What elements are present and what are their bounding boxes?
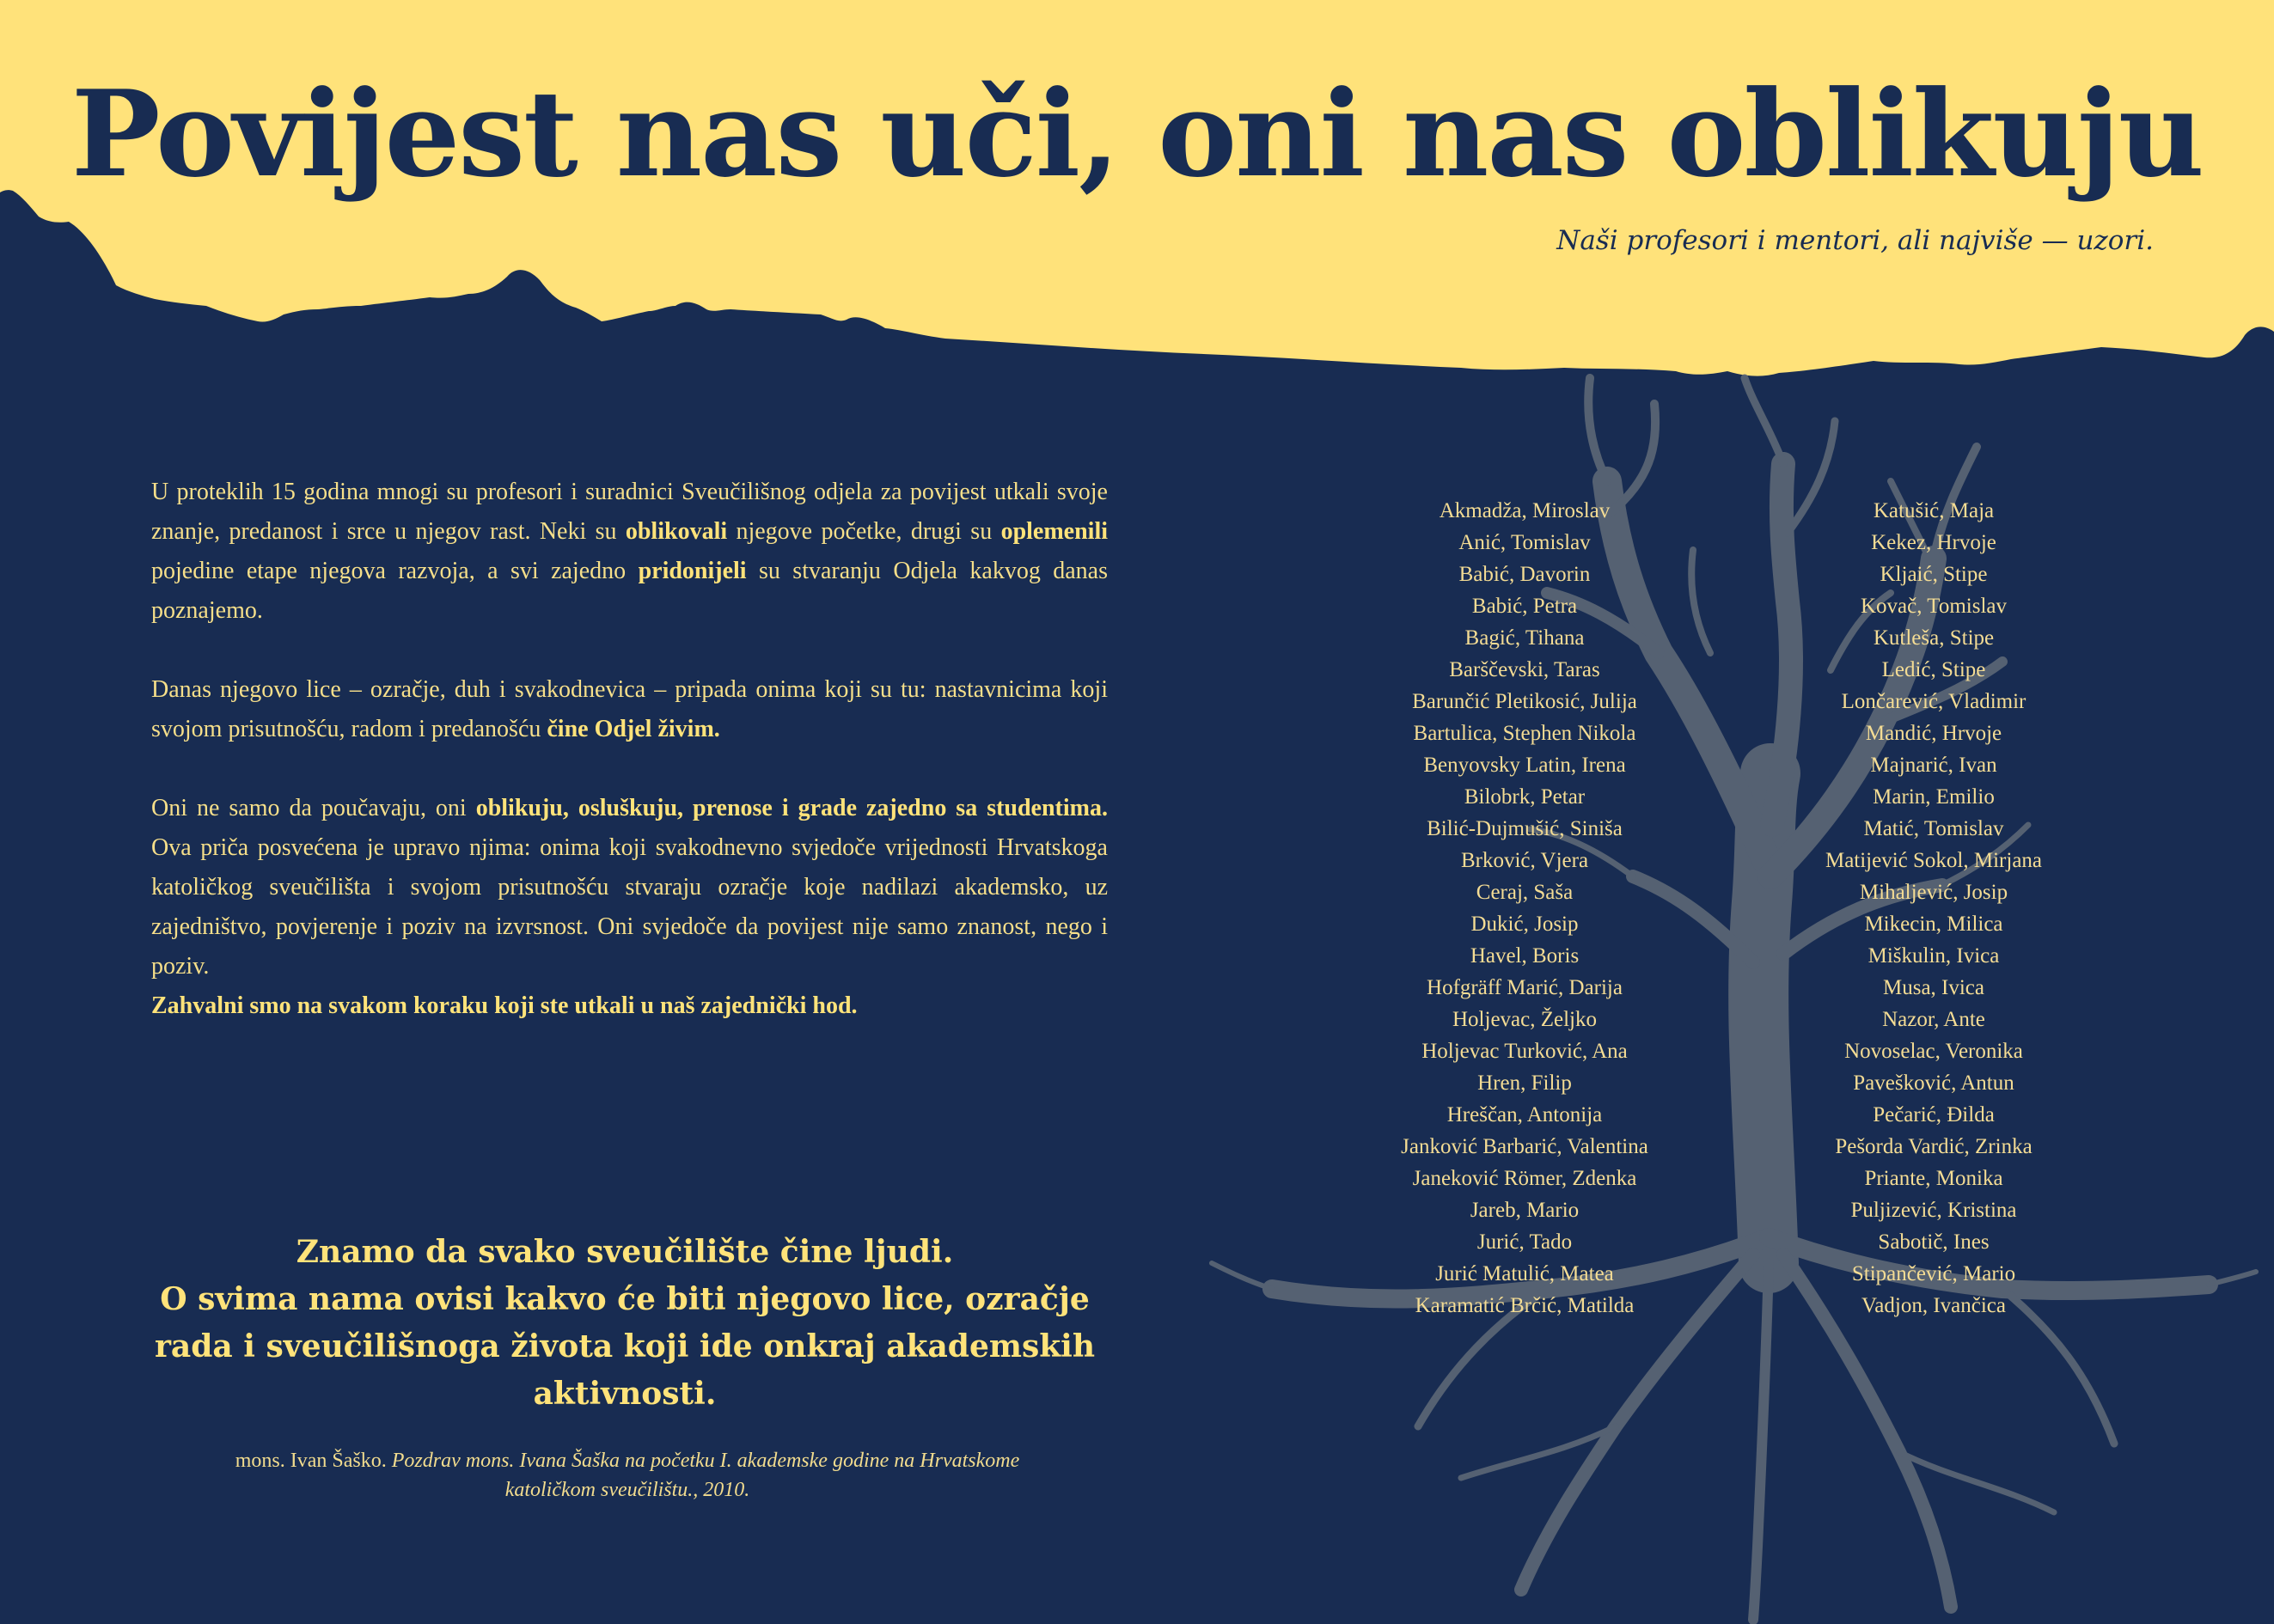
name-item: Kekez, Hrvoje [1871, 531, 1996, 554]
name-item: Ledić, Stipe [1881, 658, 1986, 681]
name-item: Jurić, Tado [1476, 1230, 1573, 1254]
quote-citation [206, 1446, 1048, 1505]
intro-paragraph-3: Oni ne samo da poučavaju, oni oblikuju, osluškuju, prenose i grade zajedno sa studentima. Ova priča posvećena je upravo njima: onima koji svakodnevno svjedoče vrijednosti Hrvatskoga katoličkog sveučilišta i svojom prisutnošću stvaraju ozračje koje nadilazi akademsko, uz zajedništvo, povjerenje i poziv na izvrsnost. Oni svjedoče da povijest nije samo znanost, nego i poziv. Zahvalni smo na svakom koraku koji ste utkali u naš zajednički hod. [151, 789, 1108, 1026]
name-item: Matić, Tomislav [1863, 817, 2004, 840]
citation-source: Pozdrav mons. Ivana Šaška na početku I. akademske godine na Hrvatskome katoličkom sveučilištu., 2010. [391, 1450, 1020, 1501]
name-item: Priante, Monika [1864, 1167, 2003, 1190]
name-item: Pešorda Vardić, Zrinka [1835, 1135, 2033, 1158]
name-item: Katušić, Maja [1873, 499, 1995, 522]
name-item: Vadjon, Ivančica [1861, 1294, 2006, 1317]
intro-text [151, 473, 1108, 1065]
name-item: Puljizević, Kristina [1850, 1199, 2017, 1222]
name-item: Janeković Römer, Zdenka [1412, 1167, 1637, 1190]
name-item: Holjevac Turković, Ana [1421, 1040, 1628, 1063]
name-item: Hofgräff Marić, Darija [1427, 976, 1623, 999]
name-item: Karamatić Brčić, Matilda [1415, 1294, 1635, 1317]
name-item: Babić, Petra [1471, 595, 1578, 618]
name-item: Stipančević, Mario [1851, 1262, 2016, 1285]
name-item: Nazor, Ante [1882, 1008, 1985, 1031]
name-item: Dukić, Josip [1470, 913, 1579, 936]
name-item: Anić, Tomislav [1458, 531, 1591, 554]
name-item: Hren, Filip [1477, 1071, 1572, 1095]
name-item: Kutleša, Stipe [1873, 626, 1995, 650]
quote-line-2: O svima nama ovisi kakvo će biti njegovo lice, ozračje rada i sveučilišnoga života koji ide onkraj akademskih aktivnosti. [154, 1281, 1096, 1412]
name-item: Bagić, Tihana [1464, 626, 1585, 650]
intro-paragraph-1: U proteklih 15 godina mnogi su profesori i suradnici Sveučilišnog odjela za povijest utkali svoje znanje, predanost i srce u njegov rast. Neki su oblikovali njegove početke, drugi su oplemenili pojedine etape njegova razvoja, a svi zajedno pridonijeli su stvaranju Odjela kakvog danas poznajemo. [151, 479, 1109, 624]
name-item: Akmadža, Miroslav [1439, 499, 1611, 522]
name-item: Lončarević, Vladimir [1841, 690, 2026, 713]
quote [138, 1229, 1112, 1418]
name-item: Bilobrk, Petar [1464, 785, 1586, 809]
name-item: Jareb, Mario [1470, 1199, 1580, 1222]
page-subtitle: Naši profesori i mentori, ali najviše — uzori. [1556, 225, 2154, 256]
name-item: Bilić-Dujmušić, Siniša [1427, 817, 1623, 840]
name-item: Novoselac, Veronika [1844, 1040, 2023, 1063]
name-item: Ceraj, Saša [1476, 881, 1574, 904]
name-item: Holjevac, Željko [1452, 1008, 1597, 1031]
name-item: Brković, Vjera [1460, 849, 1589, 872]
page-title: Povijest nas uči, oni nas oblikuju [70, 64, 2204, 204]
name-item: Sabotič, Ines [1878, 1230, 1990, 1254]
name-item: Marin, Emilio [1873, 785, 1995, 809]
name-item: Bartulica, Stephen Nikola [1413, 722, 1636, 745]
name-item: Barunčić Pletikosić, Julija [1412, 690, 1637, 713]
name-item: Barščevski, Taras [1449, 658, 1600, 681]
name-item: Mikecin, Milica [1864, 913, 2003, 936]
name-item: Kovač, Tomislav [1861, 595, 2007, 618]
name-item: Majnarić, Ivan [1870, 754, 1997, 777]
name-item: Matijević Sokol, Mirjana [1825, 849, 2043, 872]
name-item: Pečarić, Đilda [1873, 1103, 1995, 1126]
name-item: Janković Barbarić, Valentina [1401, 1135, 1648, 1158]
name-item: Kljaić, Stipe [1880, 563, 1988, 586]
intro-paragraph-2: Danas njegovo lice – ozračje, duh i svakodnevica – pripada onima koji su tu: nastavnicima koji svojom prisutnošću, radom i predanošću čine Odjel živim. [151, 676, 1108, 742]
name-item: Pavešković, Antun [1853, 1071, 2014, 1095]
names-list-right [1762, 495, 2106, 1322]
quote-line-1: Znamo da svako sveučilište čine ljudi. [296, 1234, 954, 1270]
name-item: Miškulin, Ivica [1867, 944, 2000, 968]
name-item: Babić, Davorin [1458, 563, 1591, 586]
name-item: Mandić, Hrvoje [1865, 722, 2002, 745]
name-item: Jurić Matulić, Matea [1435, 1262, 1614, 1285]
name-item: Benyovsky Latin, Irena [1423, 754, 1626, 777]
name-item: Hreščan, Antonija [1446, 1103, 1603, 1126]
name-item: Mihaljević, Josip [1859, 881, 2008, 904]
thanks-line: Zahvalni smo na svakom koraku koji ste utkali u naš zajednički hod. [151, 992, 858, 1019]
citation-author: mons. Ivan Šaško. [235, 1450, 387, 1472]
name-item: Musa, Ivica [1882, 976, 1985, 999]
name-item: Havel, Boris [1470, 944, 1580, 968]
names-list-left [1353, 495, 1696, 1322]
